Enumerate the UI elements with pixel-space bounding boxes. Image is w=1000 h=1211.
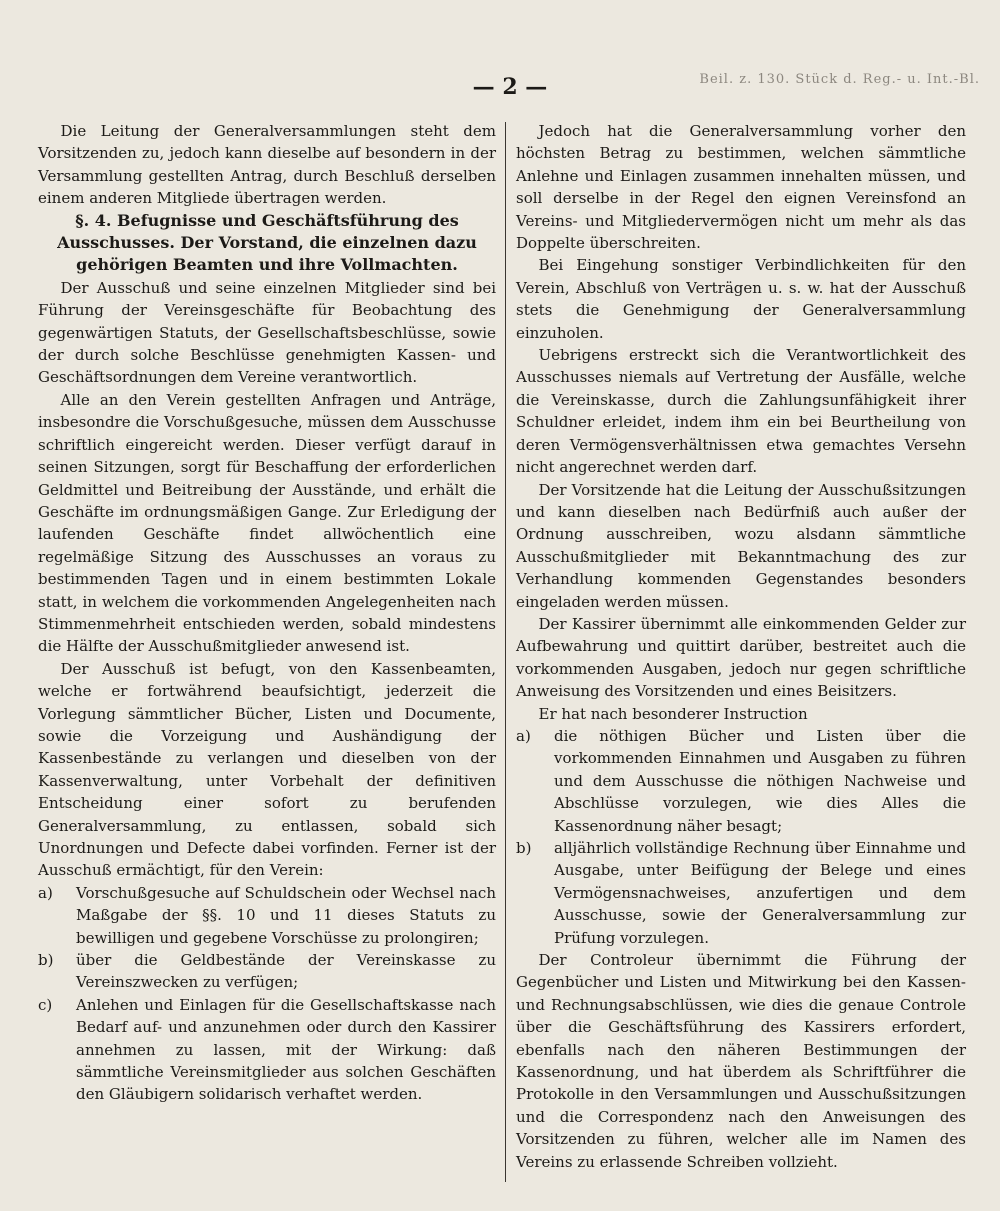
- list-item-label: b): [516, 839, 532, 857]
- paragraph: Bei Eingehung sonstiger Verbindlichkeiten für den Verein, Abschluß von Verträgen u. s. w. hat der Ausschuß stets die Genehmigung der Generalversammlung einzuholen.: [516, 256, 966, 342]
- list-item-text: alljährlich vollständige Rechnung über Einnahme und Ausgabe, unter Beifügung der Belege und eines Vermögensnachweises, anzufertigen und dem Ausschusse, sowie der Generalversammlung zur Prüfung vorzulegen.: [554, 839, 966, 947]
- list-item-label: c): [38, 995, 53, 1014]
- list-item: [516, 725, 966, 837]
- list-item-text: Vorschußgesuche auf Schuldschein oder Wechsel nach Maßgabe der §§. 10 und 11 dieses Statuts zu bewilligen und gegebene Vorschüsse zu prolongiren;: [76, 883, 496, 947]
- list-item: [38, 994, 496, 1106]
- paragraph: Der Vorsitzende hat die Leitung der Ausschußsitzungen und kann dieselben nach Bedürfniß auch außer der Ordnung ausschreiben, wozu alsdann sämmtliche Ausschußmitglieder mit Bekanntmachung des zur Verhandlung kommenden Gegenstandes besonders eingeladen werden müssen.: [516, 480, 966, 611]
- paragraph: Jedoch hat die Generalversammlung vorher den höchsten Betrag zu bestimmen, welchen sämmtliche Anlehne und Einlagen zusammen innehalten müssen, und soll derselbe in der Regel den eignen Vereinsfond an Vereins- und Mitgliedervermögen nicht um mehr als das Doppelte überschreiten.: [516, 122, 966, 253]
- paragraph: Der Ausschuß und seine einzelnen Mitglieder sind bei Führung der Vereinsgeschäfte für Beobachtung des gegenwärtigen Statuts, der Gesellschaftsbeschlüsse, sowie der durch solche Beschlüsse genehmigten Kassen- und Geschäftsordnungen dem Vereine verantwortlich.: [38, 278, 496, 387]
- list-item-text: über die Geldbestände der Vereinskasse zu Vereinszwecken zu verfügen;: [76, 951, 496, 992]
- paragraph: Die Leitung der Generalversammlungen steht dem Vorsitzenden zu, jedoch kann dieselbe auf besondern in der Versammlung gestellten Antrag, durch Beschluß derselben einem anderen Mitgliede übertragen werden.: [38, 122, 496, 208]
- page-number: — 2 —: [472, 74, 548, 100]
- right-column: [516, 120, 966, 1173]
- enumerated-list: [516, 725, 966, 949]
- list-item: [38, 882, 496, 949]
- bleed-through-text: Beil. z. 130. Stück d. Reg.- u. Int.-Bl.: [699, 72, 980, 87]
- list-item: [38, 949, 496, 994]
- list-item-text: die nöthigen Bücher und Listen über die vorkommenden Einnahmen und Ausgaben zu führen und dem Ausschusse die nöthigen Nachweise und Abschlüsse vorzulegen, wie dies Alles die Kassenordnung näher besagt;: [554, 726, 966, 835]
- list-item-text: Anlehen und Einlagen für die Gesellschaftskasse nach Bedarf auf- und anzunehmen oder durch den Kassirer annehmen zu lassen, mit der Wirkung: daß sämmtliche Vereinsmitglieder aus solchen Geschäften den Gläubigern solidarisch verhaftet werden.: [76, 995, 496, 1104]
- paragraph: Der Ausschuß ist befugt, von den Kassenbeamten, welche er fortwährend beaufsichtigt, jederzeit die Vorlegung sämmtlicher Bücher, Listen und Documente, sowie die Vorzeigung und Aushändigung der Kassenbestände zu verlangen und dieselben von der Kassenverwaltung, unter Vorbehalt der definitiven Entscheidung einer sofort zu berufenden Generalversammlung, zu entlassen, sobald sich Unordnungen und Defecte dabei vorfinden. Ferner ist der Ausschuß ermächtigt, für den Verein:: [38, 659, 496, 880]
- left-column: [38, 120, 496, 1106]
- column-divider: [505, 122, 506, 1182]
- paragraph: Uebrigens erstreckt sich die Verantwortlichkeit des Ausschusses niemals auf Vertretung der Ausfälle, welche die Vereinskasse, durch die Zahlungsunfähigkeit ihrer Schuldner erleidet, indem ihm ein bei Beurtheilung von deren Vermögensverhältnissen etwa gemachtes Versehn nicht angerechnet werden darf.: [516, 346, 966, 477]
- paragraph: Alle an den Verein gestellten Anfragen und Anträge, insbesondre die Vorschußgesuche, müssen dem Ausschusse schriftlich eingereicht werden. Dieser verfügt darauf in seinen Sitzungen, sorgt für Beschaffung der erforderlichen Geldmittel und Beitreibung der Ausstände, und erhält die Geschäfte im ordnungsmäßigen Gange. Zur Erledigung der laufenden Geschäfte findet allwöchentlich eine regelmäßige Sitzung des Ausschusses an voraus zu bestimmenden Tagen und in einem bestimmten Lokale statt, in welchem die vorkommenden Angelegenheiten nach Stimmenmehrheit entschieden werden, sobald mindestens die Hälfte der Ausschußmitglieder anwesend ist.: [38, 390, 496, 656]
- paragraph: Der Kassirer übernimmt alle einkommenden Gelder zur Aufbewahrung und quittirt darüber, bestreitet auch die vorkommenden Ausgaben, jedoch nur gegen schriftliche Anweisung des Vorsitzenden und eines Beisitzers.: [516, 614, 966, 701]
- paragraph: Er hat nach besonderer Instruction: [538, 704, 808, 723]
- enumerated-list: [38, 882, 496, 1106]
- list-item-label: b): [38, 951, 54, 970]
- list-item-label: a): [38, 883, 53, 902]
- list-item: [516, 837, 966, 949]
- section-heading: §. 4. Befugnisse und Geschäftsführung des Ausschusses. Der Vorstand, die einzelnen dazu gehörigen Beamten und ihre Vollmachten.: [57, 210, 477, 275]
- paragraph: Der Controleur übernimmt die Führung der Gegenbücher und Listen und Mitwirkung bei den Kassen- und Rechnungsabschlüssen, wie dies die genaue Controle über die Geschäftsführung des Kassirers erfordert, ebenfalls nach den näheren Bestimmungen der Kassenordnung, und hat überdem als Schriftführer die Protokolle in den Versammlungen und Ausschußsitzungen und die Correspondenz nach den Anweisungen des Vorsitzenden zu führen, welcher alle im Namen des Vereins zu erlassende Schreiben vollzieht.: [516, 951, 966, 1171]
- list-item-label: a): [516, 726, 531, 745]
